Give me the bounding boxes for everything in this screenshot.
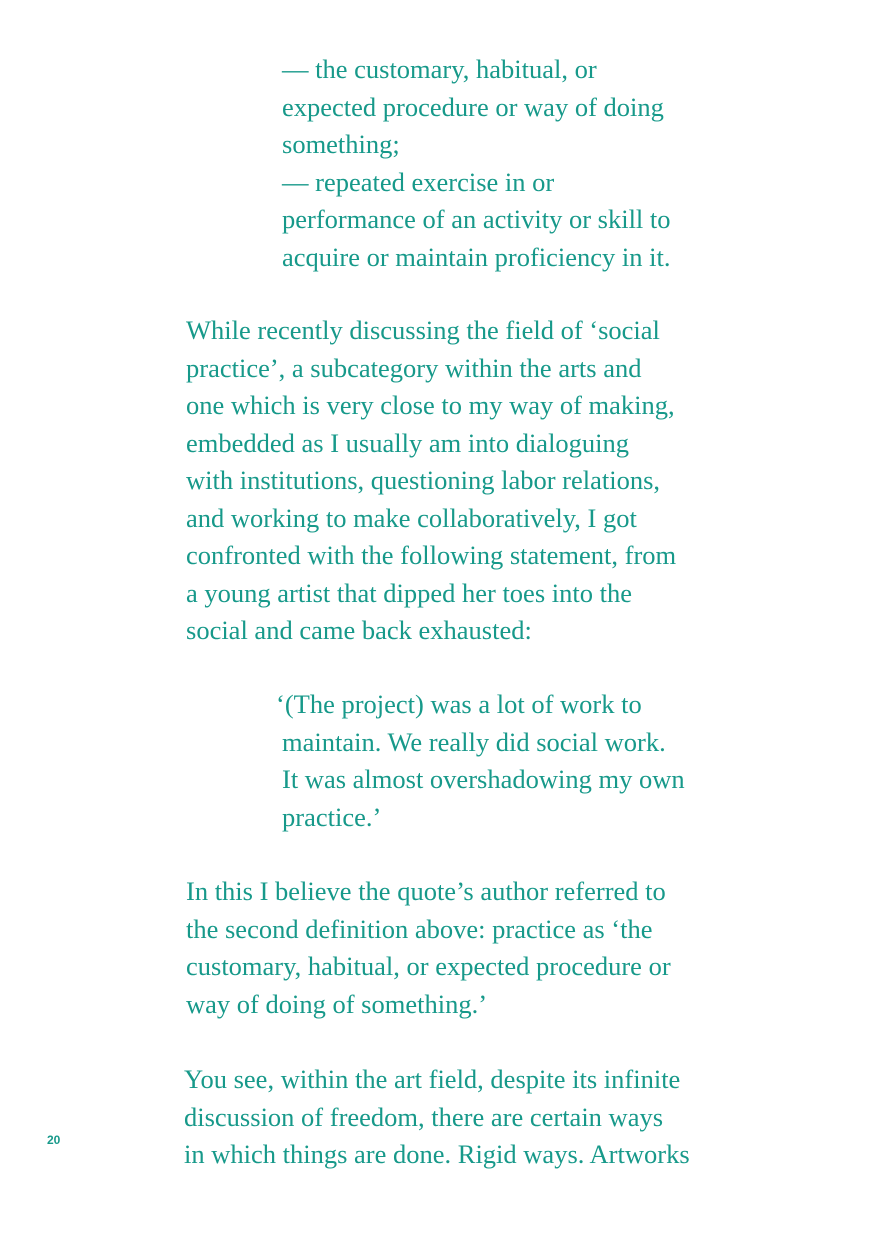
paragraph-line: While recently discussing the field of ‘social <box>186 315 660 345</box>
definition-line: something; <box>282 129 400 159</box>
paragraph-line: the second definition above: practice as ‘the <box>186 913 653 944</box>
body-paragraph-1 <box>186 312 676 650</box>
paragraph-line: confronted with the following statement, from <box>186 540 677 570</box>
paragraph-line: and working to make collaboratively, I got <box>186 502 637 533</box>
body-paragraph-3 <box>184 1061 690 1174</box>
quote-line: practice.’ <box>282 801 382 832</box>
paragraph-line: In this I believe the quote’s author referred to <box>186 876 666 906</box>
paragraph-line: practice’, a subcategory within the arts and <box>186 352 642 383</box>
definition-line: performance of an activity or skill to <box>282 204 671 234</box>
definition-line: — the customary, habitual, or <box>282 54 597 84</box>
quote-line: It was almost overshadowing my own <box>282 764 685 794</box>
body-paragraph-2 <box>186 873 671 1023</box>
definition-line: expected procedure or way of doing <box>282 91 664 122</box>
paragraph-line: in which things are done. Rigid ways. Artworks <box>184 1139 690 1169</box>
paragraph-line: one which is very close to my way of making, <box>186 390 675 420</box>
paragraph-line: social and came back exhausted: <box>186 615 532 645</box>
paragraph-line: discussion of freedom, there are certain ways <box>184 1101 664 1132</box>
paragraph-line: embedded as I usually am into dialoguing <box>186 427 630 458</box>
paragraph-line: way of doing of something.’ <box>186 988 488 1019</box>
definition-list <box>282 51 671 276</box>
definition-line: — repeated exercise in or <box>282 166 555 197</box>
paragraph-line: customary, habitual, or expected procedure or <box>186 951 671 981</box>
page-number: 20 <box>47 1133 61 1147</box>
quote-line: maintain. We really did social work. <box>282 726 666 757</box>
paragraph-line: with institutions, questioning labor relations, <box>186 465 661 495</box>
definition-line: acquire or maintain proficiency in it. <box>282 241 671 272</box>
paragraph-line: You see, within the art field, despite its infinite <box>184 1064 681 1094</box>
paragraph-line: a young artist that dipped her toes into the <box>186 577 632 608</box>
quote-line: ‘(The project) was a lot of work to <box>276 689 642 719</box>
block-quote <box>276 686 685 836</box>
